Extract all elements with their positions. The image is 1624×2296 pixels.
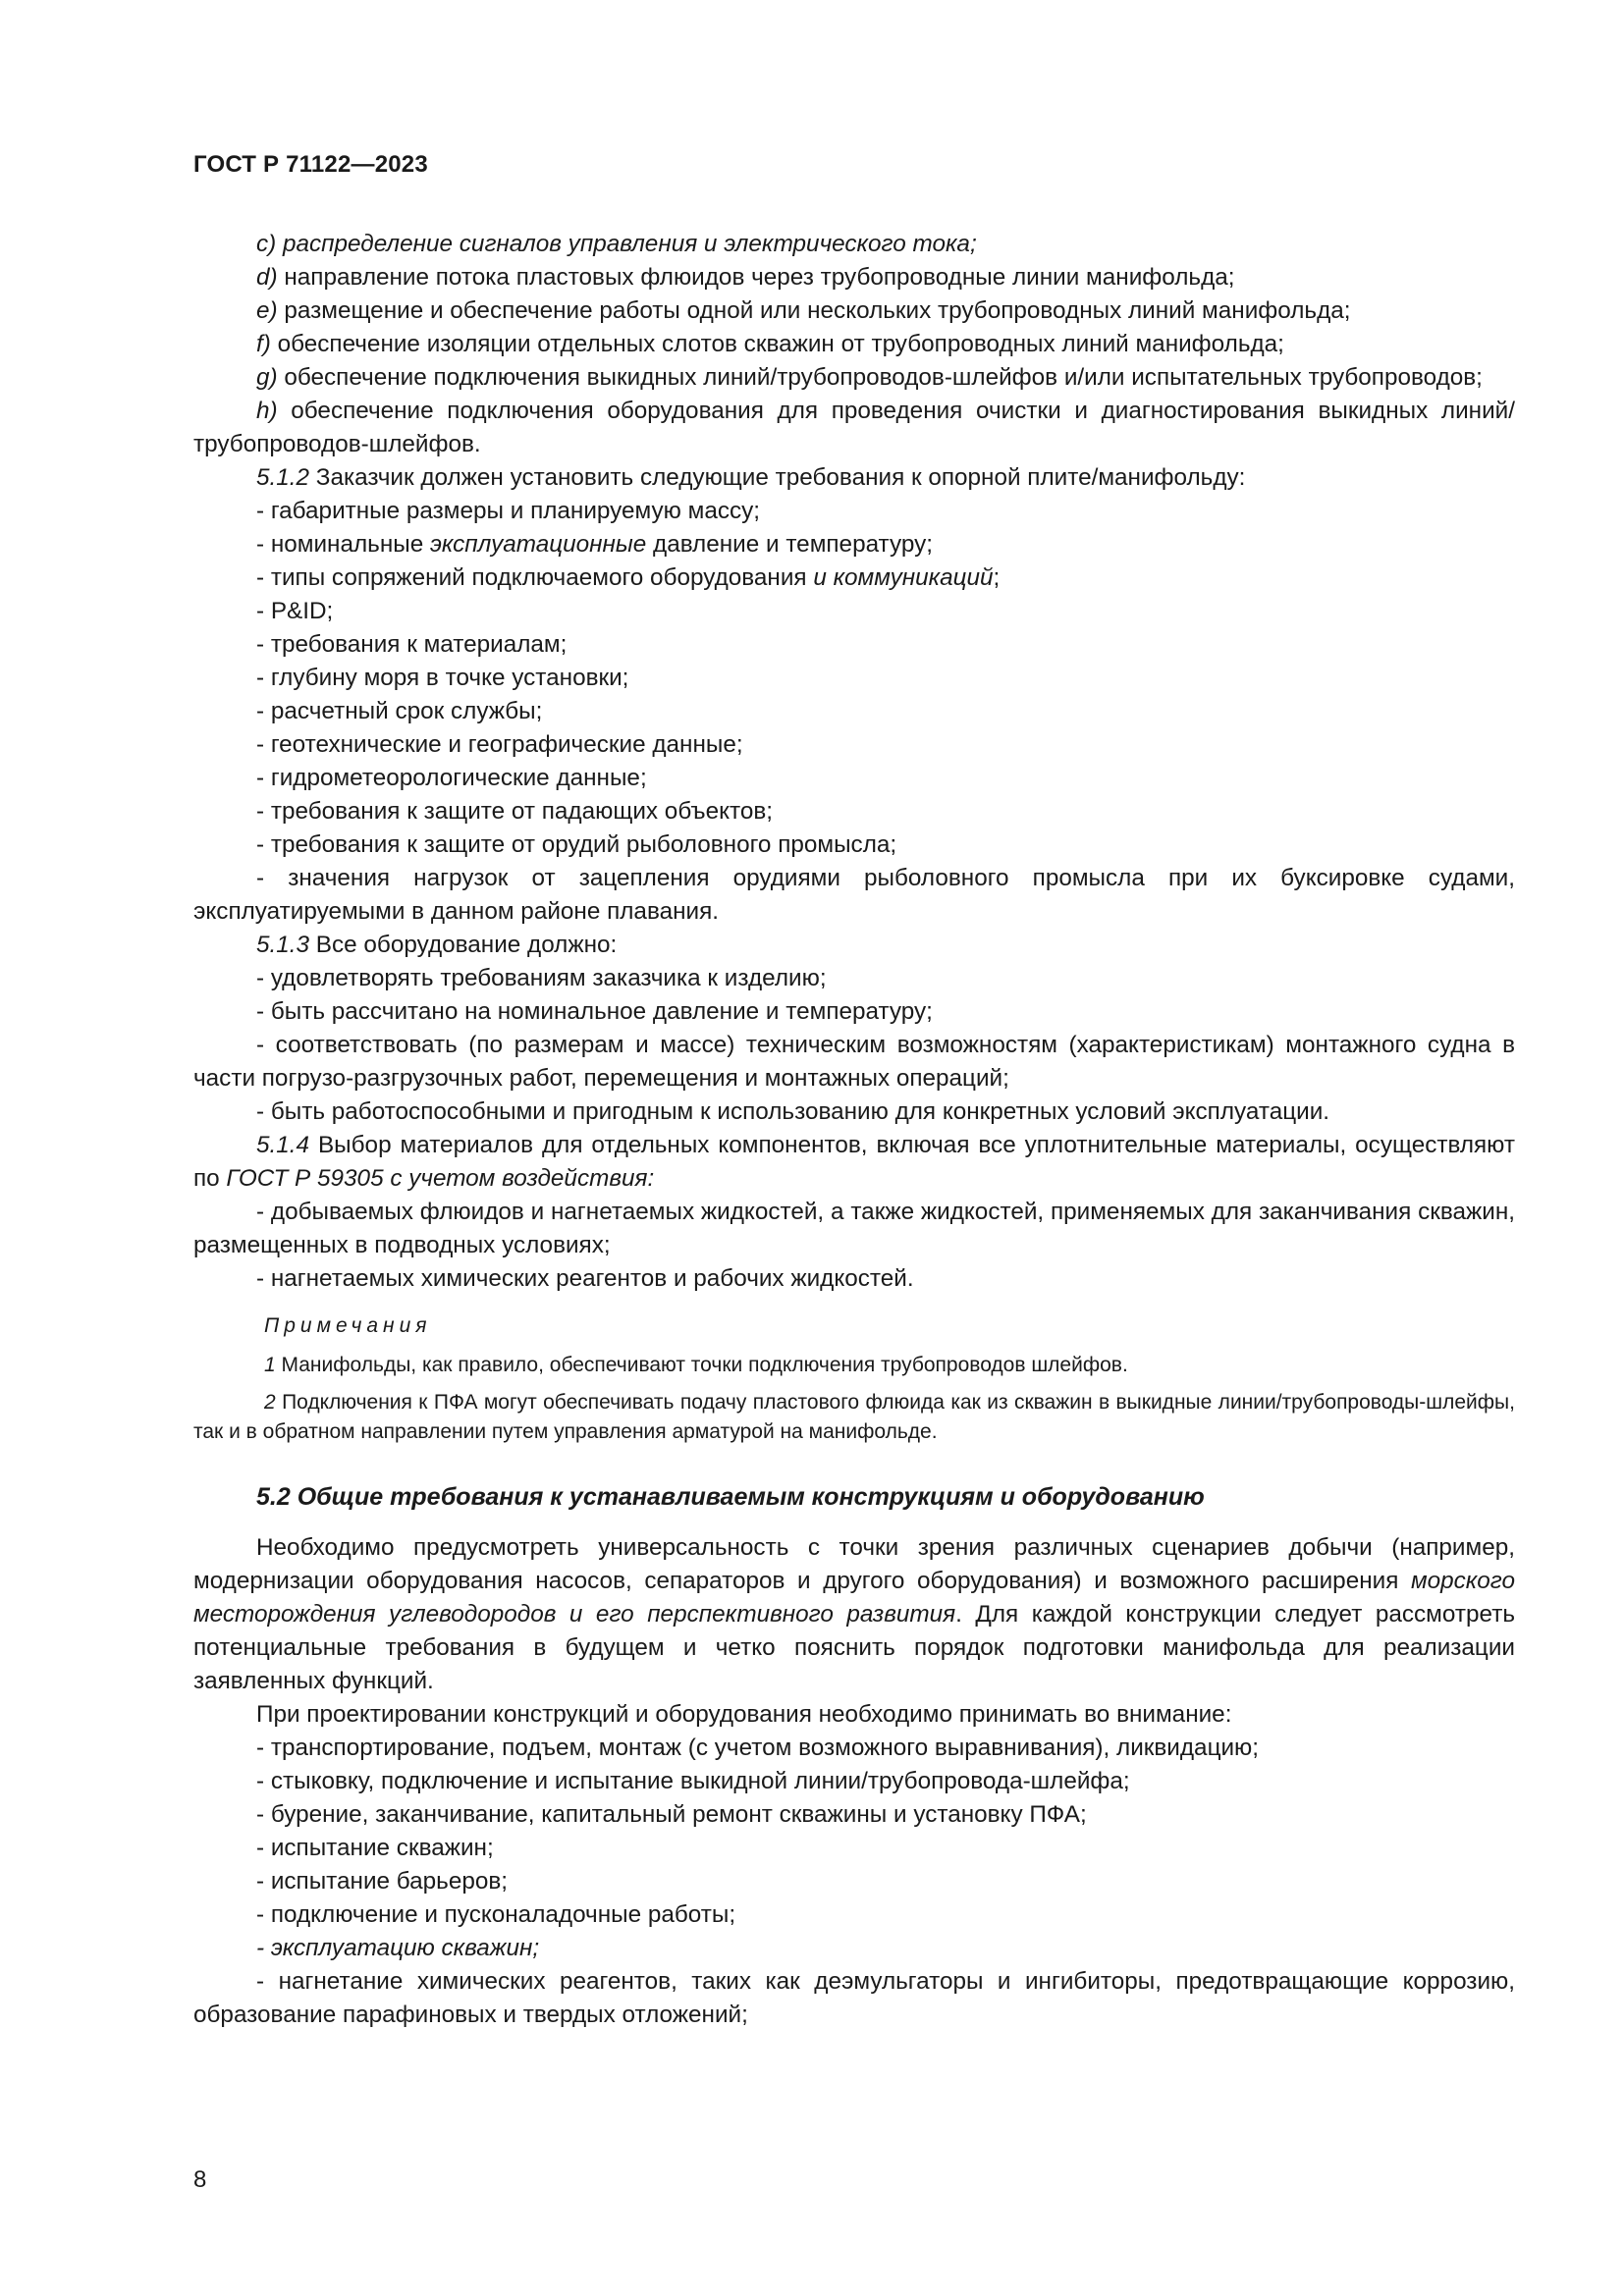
- page-number: 8: [193, 2166, 207, 2193]
- clause-5-1-2: 5.1.2 Заказчик должен установить следующие требования к опорной плите/манифольду:: [256, 464, 1246, 491]
- list-item: - геотехнические и географические данные;: [256, 731, 743, 758]
- list-item: - требования к защите от орудий рыболовного промысла;: [256, 831, 897, 858]
- list-item: - стыковку, подключение и испытание выкидной линии/трубопровода-шлейфа;: [256, 1768, 1130, 1794]
- list-item: - эксплуатацию скважин;: [256, 1935, 540, 1961]
- note-2: 2 Подключения к ПФА могут обеспечивать подачу пластового флюида как из скважин в выкидные линии/трубопроводы-шлейфы, так и в обратном направлении путем управления арматурой на манифольде.: [193, 1391, 1515, 1443]
- list-item: - удовлетворять требованиям заказчика к изделию;: [256, 965, 827, 991]
- list-item: - соответствовать (по размерам и массе) техническим возможностям (характеристикам) монтажного судна в части погрузо-разгрузочных работ, перемещения и монтажных операций;: [193, 1032, 1515, 1092]
- document-body: [193, 228, 1515, 2032]
- clause-5-1-4: 5.1.4 Выбор материалов для отдельных компонентов, включая все уплотнительные материалы, осуществляют по ГОСТ Р 59305 с учетом воздействия:: [193, 1132, 1515, 1192]
- list-item: - требования к материалам;: [256, 631, 568, 658]
- list-item: - испытание скважин;: [256, 1835, 494, 1861]
- list-item: - номинальные эксплуатационные давление и температуру;: [256, 531, 933, 558]
- list-item-g: g) обеспечение подключения выкидных линий/трубопроводов-шлейфов и/или испытательных трубопроводов;: [256, 364, 1483, 391]
- list-item: - бурение, заканчивание, капитальный ремонт скважины и установку ПФА;: [256, 1801, 1087, 1828]
- list-item: - требования к защите от падающих объектов;: [256, 798, 774, 825]
- list-item: - габаритные размеры и планируемую массу;: [256, 498, 761, 524]
- list-item-f: f) обеспечение изоляции отдельных слотов скважин от трубопроводных линий манифольда;: [256, 331, 1284, 357]
- list-item: - гидрометеорологические данные;: [256, 765, 647, 791]
- paragraph: Необходимо предусмотреть универсальность с точки зрения различных сценариев добычи (например, модернизации оборудования насосов, сепараторов и другого оборудования) и возможного расширения морского месторождения углеводородов и его перспективного развития. Для каждой конструкции следует рассмотреть потенциальные требования в будущем и четко пояснить порядок подготовки манифольда для реализации заявленных функций.: [193, 1534, 1515, 1694]
- document-header: ГОСТ Р 71122—2023: [193, 151, 428, 178]
- list-item: - добываемых флюидов и нагнетаемых жидкостей, а также жидкостей, применяемых для заканчивания скважин, размещенных в подводных условиях;: [193, 1199, 1515, 1258]
- list-item: - значения нагрузок от зацепления орудиями рыболовного промысла при их буксировке судами, эксплуатируемыми в данном районе плавания.: [193, 865, 1515, 925]
- list-item: - быть рассчитано на номинальное давление и температуру;: [256, 998, 933, 1025]
- paragraph: При проектировании конструкций и оборудования необходимо принимать во внимание:: [256, 1701, 1232, 1728]
- list-item: - транспортирование, подъем, монтаж (с учетом возможного выравнивания), ликвидацию;: [256, 1735, 1260, 1761]
- list-item: - испытание барьеров;: [256, 1868, 509, 1895]
- list-item: - быть работоспособными и пригодным к использованию для конкретных условий эксплуатации.: [256, 1098, 1330, 1125]
- list-item: - расчетный срок службы;: [256, 698, 543, 724]
- list-item-d: d) направление потока пластовых флюидов через трубопроводные линии манифольда;: [256, 264, 1235, 291]
- list-item-c: c) распределение сигналов управления и электрического тока;: [256, 231, 977, 257]
- list-item: - нагнетание химических реагентов, таких как деэмульгаторы и ингибиторы, предотвращающие коррозию, образование парафиновых и твердых отложений;: [193, 1968, 1515, 2028]
- list-item: - глубину моря в точке установки;: [256, 665, 629, 691]
- note-1: 1 Манифольды, как правило, обеспечивают точки подключения трубопроводов шлейфов.: [264, 1354, 1128, 1376]
- list-item: - типы сопряжений подключаемого оборудования и коммуникаций;: [256, 564, 1001, 591]
- list-item: - нагнетаемых химических реагентов и рабочих жидкостей.: [256, 1265, 914, 1292]
- list-item: - P&ID;: [256, 598, 334, 624]
- clause-5-1-3: 5.1.3 Все оборудование должно:: [256, 932, 618, 958]
- list-item: - подключение и пусконаладочные работы;: [256, 1901, 736, 1928]
- list-item-e: e) размещение и обеспечение работы одной или нескольких трубопроводных линий манифольда;: [256, 297, 1351, 324]
- notes-title: Примечания: [264, 1314, 432, 1337]
- list-item-h: h) обеспечение подключения оборудования для проведения очистки и диагностирования выкидных линий/трубопроводов-шлейфов.: [193, 398, 1515, 457]
- section-heading-5-2: 5.2 Общие требования к устанавливаемым конструкциям и оборудованию: [256, 1483, 1205, 1511]
